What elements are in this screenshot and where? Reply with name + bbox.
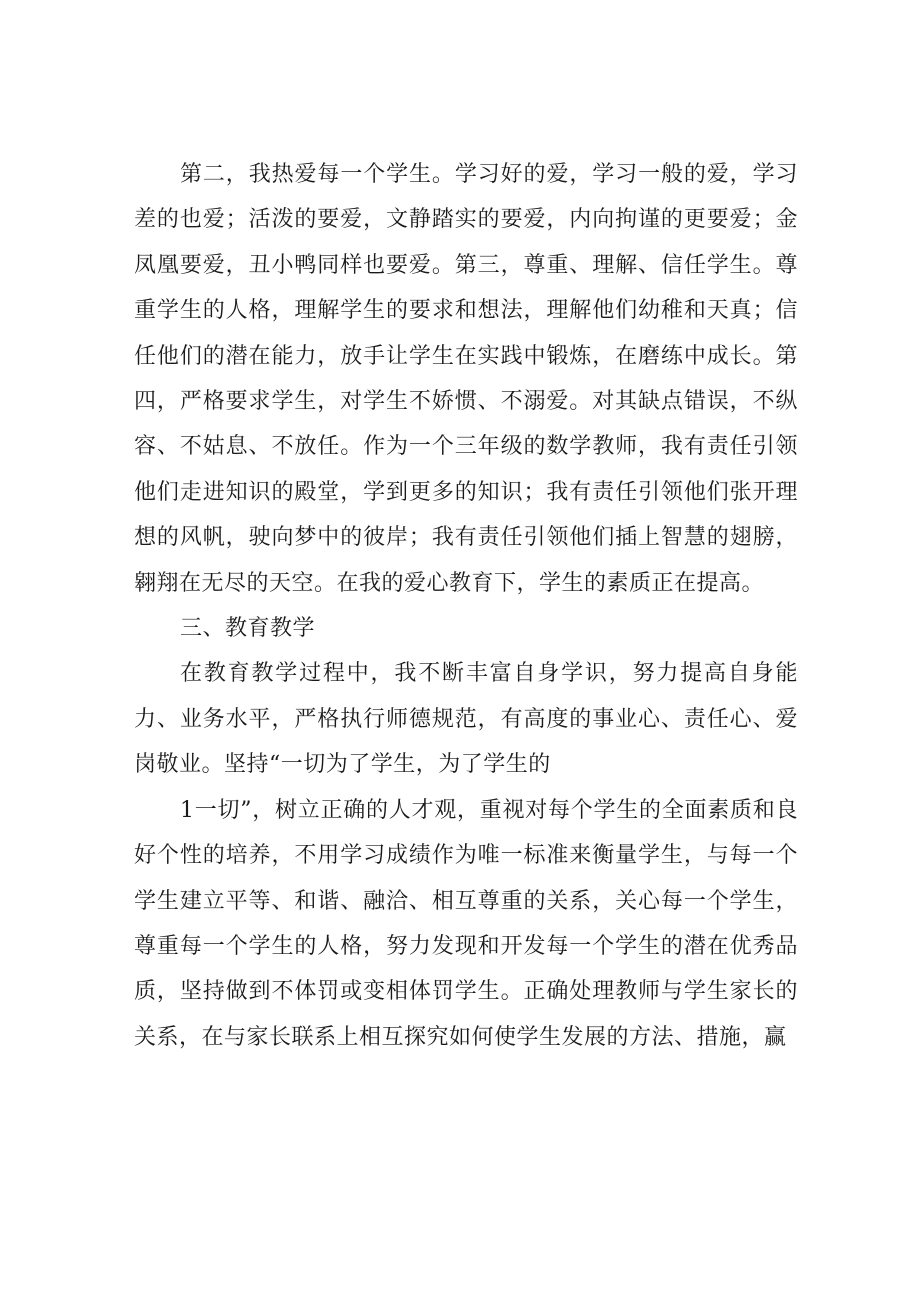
section-heading-education-teaching: 三、教育教学	[180, 616, 316, 642]
paragraph-talent-view: 1一切”，树立正确的人才观，重视对每个学生的全面素质和良好个性的培养，不用学习成绩作为唯一标准来衡量学生，与每一个学生建立平等、和谐、融洽、相互尊重的关系，关心每一个学生，尊重每一个学生的人格，努力发现和开发每一个学生的潜在优秀品质，坚持做到不体罚或变相体罚学生。正确处理教师与学生家长的关系，在与家长联系上相互探究如何使学生发展的方法、措施，赢	[134, 797, 798, 1050]
paragraph-teaching-process: 在教育教学过程中，我不断丰富自身学识，努力提高自身能力、业务水平，严格执行师德规范，有高度的事业心、责任心、爱岗敬业。坚持“一切为了学生，为了学生的	[134, 661, 798, 778]
paragraph-love-students: 第二，我热爱每一个学生。学习好的爱，学习一般的爱，学习差的也爱；活泼的要爱，文静踏实的要爱，内向拘谨的更要爱；金凤凰要爱，丑小鸭同样也要爱。第三，尊重、理解、信任学生。尊重学生的人格，理解学生的要求和想法，理解他们幼稚和天真；信任他们的潜在能力，放手让学生在实践中锻炼，在磨练中成长。第四，严格要求学生，对学生不娇惯、不溺爱。对其缺点错误，不纵容、不姑息、不放任。作为一个三年级的数学教师，我有责任引领他们走进知识的殿堂，学到更多的知识；我有责任引领他们张开理想的风帆，驶向梦中的彼岸；我有责任引领他们插上智慧的翅膀，翱翔在无尽的天空。在我的爱心教育下，学生的素质正在提高。	[134, 162, 798, 596]
document-body	[134, 152, 798, 1060]
